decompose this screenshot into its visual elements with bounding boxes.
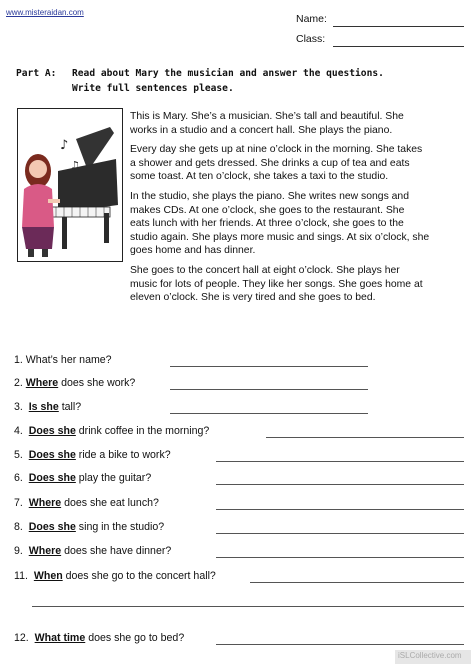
- answer-line-4[interactable]: [266, 437, 464, 438]
- answer-line-12[interactable]: [216, 644, 464, 645]
- question-9: 9. Where does she have dinner?: [14, 545, 172, 557]
- part-label: Part A:: [16, 68, 57, 79]
- class-field[interactable]: [333, 46, 464, 47]
- svg-text:♫: ♫: [70, 159, 80, 172]
- question-11: 11. When does she go to the concert hall?: [14, 570, 216, 582]
- class-label: Class:: [296, 33, 326, 45]
- answer-line-5[interactable]: [216, 461, 464, 462]
- svg-text:♪: ♪: [60, 138, 69, 153]
- answer-line-8[interactable]: [216, 533, 464, 534]
- answer-line-1[interactable]: [170, 366, 368, 367]
- answer-line-2[interactable]: [170, 389, 368, 390]
- reading-text: [130, 110, 468, 305]
- question-1: 1. What’s her name?: [14, 354, 112, 366]
- paragraph-3: In the studio, she plays the piano. She writes new songs and makes CDs. At one o’clock, she goes to the restaurant. She eats lunch with her friends. At three o’clock, she goes to the studio again. She plays more music and sings. At six o’clock, she goes home and has dinner.: [130, 190, 430, 257]
- question-8: 8. Does she sing in the studio?: [14, 521, 165, 533]
- paragraph-4: She goes to the concert hall at eight o’clock. She plays her music for lots of people. They like her songs. She goes home at eleven o’clock. She is very tired and she goes to bed.: [130, 264, 423, 304]
- question-12: 12. What time does she go to bed?: [14, 632, 185, 644]
- answer-line-11b[interactable]: [32, 606, 464, 607]
- question-6: 6. Does she play the guitar?: [14, 472, 152, 484]
- question-2: 2. Where does she work?: [14, 377, 136, 389]
- answer-line-3[interactable]: [170, 413, 368, 414]
- paragraph-1: This is Mary. She’s a musician. She’s tall and beautiful. She works in a studio and a concert hall. She plays the piano.: [130, 111, 404, 136]
- question-3: 3. Is she tall?: [14, 401, 82, 413]
- answer-line-6[interactable]: [216, 484, 464, 485]
- question-5: 5. Does she ride a bike to work?: [14, 449, 171, 461]
- mary-piano-illustration: [17, 108, 123, 262]
- piano-icon: [18, 109, 122, 261]
- footer-watermark: iSLCollective.com: [398, 651, 462, 660]
- name-label: Name:: [296, 13, 327, 25]
- instruction-line-1: Read about Mary the musician and answer the questions.: [72, 68, 384, 79]
- instruction-line-2: Write full sentences please.: [72, 83, 234, 94]
- name-field[interactable]: [333, 26, 464, 27]
- question-7: 7. Where does she eat lunch?: [14, 497, 159, 509]
- answer-line-9[interactable]: [216, 557, 464, 558]
- site-url[interactable]: www.misteraidan.com: [6, 8, 84, 17]
- answer-line-11a[interactable]: [250, 582, 464, 583]
- answer-line-7[interactable]: [216, 509, 464, 510]
- question-4: 4. Does she drink coffee in the morning?: [14, 425, 210, 437]
- paragraph-2: Every day she gets up at nine o’clock in the morning. She takes a shower and gets dressed. She drinks a cup of tea and eats some toast. At ten o’clock, she takes a taxi to the studio.: [130, 144, 423, 183]
